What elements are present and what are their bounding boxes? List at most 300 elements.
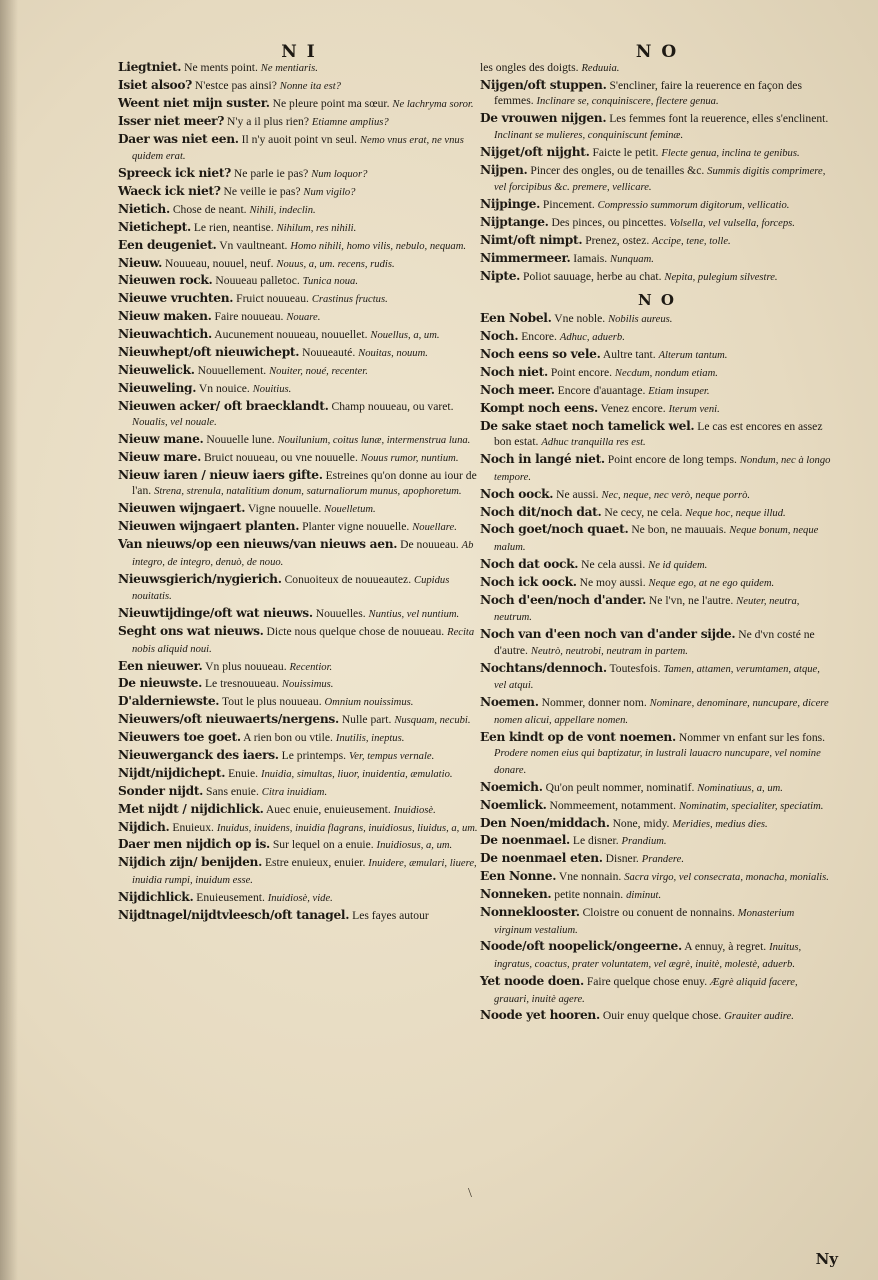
dictionary-entry <box>480 505 834 522</box>
headword: Noch dat oock. <box>480 556 579 571</box>
dictionary-entry <box>118 468 480 500</box>
dictionary-entry <box>480 111 834 143</box>
dictionary-entry <box>118 908 480 924</box>
french-definition: Nouuellement. <box>197 363 267 377</box>
headword: De noenmael. <box>480 833 570 848</box>
latin-equivalent: Inuidus, inuidens, inuidia flagrans, inuidiosus, liuidus, a, um. <box>216 822 478 834</box>
dictionary-entry <box>118 399 480 431</box>
dictionary-entry <box>118 519 480 536</box>
headword: Den Noen/middach. <box>480 815 610 830</box>
french-definition: Pincement. <box>542 198 595 212</box>
latin-equivalent: Etiam insuper. <box>648 385 710 397</box>
french-definition: Venez encore. <box>600 401 666 415</box>
french-definition: Aultre tant. <box>602 348 656 362</box>
left-entry-list <box>118 60 480 923</box>
headword: Een Nobel. <box>480 311 552 326</box>
french-definition: Ne cecy, ne cela. <box>604 505 683 519</box>
binding-gutter <box>0 0 18 1280</box>
dictionary-entry <box>118 78 480 95</box>
headword: Nieuwerganck des iaers. <box>118 747 279 762</box>
headword: Noch d'een/noch d'ander. <box>480 592 647 607</box>
french-definition: Nommer, donner nom. <box>541 696 647 710</box>
headword: Nieuwen rock. <box>118 273 213 288</box>
french-definition: N'estce pas ainsi? <box>194 78 277 92</box>
catchword: Ny <box>815 1250 838 1268</box>
dictionary-entry <box>480 487 834 504</box>
latin-equivalent: Noualis, vel nouale. <box>132 417 217 429</box>
french-definition: Faicte le petit. <box>592 145 659 159</box>
french-definition: Nouueau palletoc. <box>215 274 300 288</box>
latin-equivalent: Neque hoc, neque illud. <box>685 507 786 519</box>
dictionary-entry <box>480 887 834 904</box>
dictionary-entry <box>480 215 834 232</box>
latin-equivalent: Inuidiosè. <box>393 804 436 816</box>
dictionary-entry <box>480 365 834 382</box>
dictionary-entry <box>480 798 834 815</box>
french-definition: Ne parle ie pas? <box>233 167 309 181</box>
headword: De sake staet noch tamelick wel. <box>480 418 695 433</box>
french-definition: Vn vaultneant. <box>219 238 288 252</box>
latin-equivalent: Prodere nomen eius qui baptizatur, in lustrali lauacro nuncupare, vel nomine donare. <box>494 748 821 776</box>
latin-equivalent: Nuntius, vel nuntium. <box>368 609 460 621</box>
dictionary-entry <box>118 96 480 113</box>
headword: De vrouwen nijgen. <box>480 111 607 126</box>
french-definition: Dicte nous quelque chose de nouueau. <box>266 625 445 639</box>
french-definition: Nouueauté. <box>302 345 356 359</box>
latin-equivalent: Nouellus, a, um. <box>370 330 440 342</box>
headword: Noch niet. <box>480 365 548 380</box>
dictionary-entry <box>118 432 480 449</box>
headword: Noemich. <box>480 779 543 794</box>
french-definition: Auec enuie, enuieusement. <box>265 802 391 816</box>
latin-equivalent: Neque ego, at ne ego quidem. <box>648 577 775 589</box>
french-definition: Nulle part. <box>341 713 392 727</box>
french-definition: Champ nouueau, ou varet. <box>331 399 454 413</box>
right-entry-list <box>480 311 834 1025</box>
headword: Nimmermeer. <box>480 250 571 265</box>
dictionary-entry <box>118 220 480 237</box>
latin-equivalent: Iterum veni. <box>668 403 720 415</box>
french-definition: Des pinces, ou pincettes. <box>551 216 667 230</box>
dictionary-entry <box>118 606 480 623</box>
french-definition: Enuieusement. <box>196 890 265 904</box>
french-definition: Enuie. <box>228 766 259 780</box>
headword: Isiet alsoo? <box>118 77 193 92</box>
latin-equivalent: Recita nobis aliquid noui. <box>132 627 475 655</box>
latin-equivalent: Num loquor? <box>311 169 368 181</box>
headword: D'alderniewste. <box>118 694 220 709</box>
french-definition: Conuoiteux de nouueautez. <box>284 572 412 586</box>
dictionary-entry <box>480 974 834 1007</box>
dictionary-entry <box>480 780 834 797</box>
french-definition: Estre enuieux, enuier. <box>264 856 366 870</box>
french-definition: Nommer vn enfant sur les fons. <box>678 730 826 744</box>
dictionary-entry <box>118 837 480 854</box>
latin-equivalent: Nouus rumor, nuntium. <box>360 453 459 464</box>
headword: Nimt/oft nimpt. <box>480 233 583 248</box>
dictionary-entry <box>480 401 834 418</box>
french-definition: Vn plus nouueau. <box>205 659 287 673</box>
latin-equivalent: Tunica noua. <box>302 276 358 288</box>
headword: Nieuweling. <box>118 380 197 395</box>
latin-equivalent: Compressio summorum digitorum, vellicatio. <box>597 200 790 212</box>
dictionary-entry <box>480 347 834 364</box>
dictionary-entry <box>480 593 834 626</box>
dictionary-entry <box>118 238 480 255</box>
french-definition: Cloistre ou conuent de nonnains. <box>582 906 735 919</box>
headword: Noode yet hooren. <box>480 1008 600 1023</box>
latin-equivalent: Num vigilo? <box>303 186 356 198</box>
headword: Nieuw maken. <box>118 309 212 324</box>
latin-equivalent: Prandere. <box>641 854 684 866</box>
latin-equivalent: Meridies, medius dies. <box>672 818 768 830</box>
french-definition: Ne aussi. <box>556 487 599 501</box>
headword: Nieuwen acker/ oft braecklandt. <box>118 398 329 413</box>
latin-equivalent: Nondum, nec à longo tempore. <box>494 455 831 483</box>
french-definition: Iamais. <box>573 251 608 265</box>
printer-mark: \ <box>468 1186 472 1201</box>
dictionary-entry <box>480 197 834 214</box>
latin-equivalent: Strena, strenula, natalitium donum, saturnaliorum munus, apophoretum. <box>154 486 462 498</box>
dictionary-entry <box>118 291 480 308</box>
headword: Nijdich. <box>118 819 170 834</box>
dictionary-entry <box>480 816 834 833</box>
latin-equivalent: Inuitus, ingratus, coactus, prater voluntatem, vel ægrè, inuitè, molestè, aduerb. <box>494 942 802 971</box>
headword: Een kindt op de vont noemen. <box>480 729 676 744</box>
french-definition: Pincer des ongles, ou de tenailles &c. <box>530 163 705 177</box>
headword: Noch van d'een noch van d'ander sijde. <box>480 627 736 642</box>
latin-equivalent: Sacra virgo, vel consecrata, monacha, monialis. <box>624 872 829 884</box>
latin-equivalent: Inuidiosus, a, um. <box>376 840 453 852</box>
dictionary-entry <box>118 676 480 693</box>
headword: Nieuw. <box>118 255 163 270</box>
latin-equivalent: Ver, tempus vernale. <box>348 750 435 762</box>
french-definition: Nommeement, notamment. <box>549 798 677 812</box>
dictionary-entry <box>118 501 480 518</box>
headword: Nieuwtijdinge/oft wat nieuws. <box>118 606 313 621</box>
latin-equivalent: Inuidia, simultas, liuor, inuidentia, æmulatio. <box>260 768 453 780</box>
headword: Noch in langé niet. <box>480 452 605 467</box>
french-definition: Faire nouueau. <box>214 310 284 324</box>
left-column-header: N I <box>281 42 317 62</box>
french-definition: Ne pleure point ma sœur. <box>272 96 390 110</box>
dictionary-entry <box>480 627 834 659</box>
dictionary-entry <box>480 851 834 868</box>
dictionary-entry <box>118 363 480 380</box>
dictionary-entry <box>118 327 480 344</box>
latin-equivalent: Ne mentiaris. <box>260 63 318 74</box>
headword: Noemlick. <box>480 797 547 812</box>
dictionary-entry <box>118 132 480 165</box>
french-definition: Estreines qu'on donne au iour de l'an. <box>132 468 477 498</box>
dictionary-entry <box>480 383 834 400</box>
headword: Yet noode doen. <box>480 973 584 988</box>
headword: Noch ick oock. <box>480 574 577 589</box>
french-definition: Point encore. <box>550 366 613 380</box>
french-definition: Ouir enuy quelque chose. <box>602 1009 722 1023</box>
dictionary-entry <box>480 145 834 162</box>
dictionary-entry <box>480 329 834 346</box>
headword: Daer was niet een. <box>118 131 239 146</box>
headword: Nieuwen wijngaert. <box>118 501 246 516</box>
headword: Nijdichlick. <box>118 889 194 904</box>
latin-equivalent: Nouiter, noué, recenter. <box>269 365 368 377</box>
french-definition: Le printemps. <box>281 748 347 762</box>
headword: Noch meer. <box>480 382 555 397</box>
french-definition: A rien bon ou vtile. <box>243 731 333 745</box>
french-definition: Vigne nouuelle. <box>247 502 322 516</box>
latin-equivalent: Volsella, vel vulsella, forceps. <box>669 218 795 230</box>
french-definition: Encore d'auantage. <box>557 383 646 397</box>
latin-equivalent: Nouitius. <box>252 383 292 395</box>
latin-equivalent: Nouitas, nouum. <box>358 347 428 359</box>
dictionary-entry <box>480 1008 834 1025</box>
headword: Nonneken. <box>480 887 552 902</box>
french-definition: petite nonnain. <box>554 888 624 902</box>
latin-equivalent: Nihili, indeclin. <box>249 204 316 216</box>
headword: Nonneklooster. <box>480 905 580 919</box>
french-definition: Enuieux. <box>172 820 214 834</box>
french-definition: Toutesfois. <box>609 661 661 675</box>
latin-equivalent: Cupidus nouitatis. <box>132 574 450 603</box>
latin-equivalent: Alterum tantum. <box>658 350 728 362</box>
dictionary-entry <box>480 311 834 328</box>
french-definition: S'encliner, faire la reuerence en façon des femmes. <box>494 78 802 108</box>
dictionary-entry <box>118 766 480 783</box>
headword: Van nieuws/op een nieuws/van nieuws aen. <box>118 537 398 552</box>
headword: Weent niet mijn suster. <box>118 95 270 110</box>
headword: Noch goet/noch quaet. <box>480 522 629 537</box>
latin-equivalent: Prandium. <box>621 836 667 848</box>
headword: Waeck ick niet? <box>118 183 221 198</box>
french-definition: Ne d'vn costé ne d'autre. <box>494 628 815 657</box>
dictionary-entry <box>480 233 834 250</box>
right-column-header: N O <box>635 42 679 62</box>
headword: Noch dit/noch dat. <box>480 504 602 519</box>
headword: Een nieuwer. <box>118 658 203 673</box>
dictionary-entry <box>480 78 834 110</box>
latin-equivalent: Nemo vnus erat, ne vnus quidem erat. <box>132 134 464 163</box>
latin-equivalent: Reduuia. <box>581 63 620 74</box>
dictionary-entry <box>480 163 834 196</box>
headword: Nietich. <box>118 201 170 216</box>
headword: Nijget/oft nijght. <box>480 144 590 159</box>
latin-equivalent: Summis digitis comprimere, vel forcipibus &c. premere, vellicare. <box>494 165 826 194</box>
dictionary-entry <box>118 572 480 605</box>
latin-equivalent: Nusquam, necubi. <box>394 715 471 727</box>
french-definition: Les femmes font la reuerence, elles s'enclinent. <box>609 112 829 126</box>
dictionary-entry <box>118 802 480 819</box>
dictionary-entry <box>118 855 480 888</box>
dictionary-entry <box>118 730 480 747</box>
latin-equivalent: Ne lachryma soror. <box>392 98 474 110</box>
headword: Nieuw mane. <box>118 432 204 447</box>
latin-equivalent: diminut. <box>626 890 662 902</box>
dictionary-entry <box>480 269 834 286</box>
latin-equivalent: Flecte genua, inclina te genibus. <box>661 147 800 159</box>
headword: Nieuwsgierich/nygierich. <box>118 571 282 586</box>
dictionary-entry <box>118 345 480 362</box>
dictionary-entry <box>480 557 834 574</box>
headword: De nieuwste. <box>118 676 203 691</box>
headword: Noch oock. <box>480 486 554 501</box>
french-definition: Sur lequel on a enuie. <box>272 838 374 852</box>
latin-equivalent: Inuidere, æmulari, liuere, inuidia rumpi, inuidum esse. <box>132 858 477 886</box>
dictionary-entry <box>480 452 834 485</box>
latin-equivalent: Ab integro, de integro, denuò, de nouo. <box>132 540 474 568</box>
latin-equivalent: Neutrò, neutrobi, neutram in partem. <box>530 645 688 657</box>
headword: Een Nonne. <box>480 869 557 884</box>
headword: Sonder nijdt. <box>118 783 204 798</box>
french-definition: Aucunement nouueau, nouuellet. <box>214 328 368 342</box>
dictionary-entry <box>118 450 480 467</box>
latin-equivalent: Ne id quidem. <box>648 559 708 571</box>
right-entry-list-top <box>480 60 834 285</box>
latin-equivalent: Tamen, attamen, verumtamen, atque, vel atqui. <box>494 663 820 692</box>
french-definition: Vne nonnain. <box>558 870 622 884</box>
french-definition: Le rien, neantise. <box>193 220 274 234</box>
dictionary-entry <box>118 381 480 398</box>
dictionary-entry <box>118 273 480 290</box>
french-definition: None, midy. <box>612 816 670 830</box>
french-definition: Le cas est encores en assez bon estat. <box>494 419 823 449</box>
french-definition: Ne l'vn, ne l'autre. <box>648 593 734 607</box>
latin-equivalent: Nominare, denominare, nuncupare, dicere nomen alicui, appellare nomen. <box>494 698 829 726</box>
latin-equivalent: Neuter, neutra, neutrum. <box>494 595 800 624</box>
french-definition: Vn nouice. <box>198 381 250 395</box>
dictionary-entry <box>118 537 480 570</box>
headword: Noode/oft noopelick/ongeerne. <box>480 939 682 954</box>
latin-equivalent: Nonne ita est? <box>279 80 341 92</box>
dictionary-entry <box>118 184 480 201</box>
headword: Nijpen. <box>480 162 528 177</box>
headword: Nipte. <box>480 268 521 283</box>
dictionary-entry <box>480 60 834 77</box>
headword: Liegtniet. <box>118 60 182 74</box>
french-definition: Ne bon, ne mauuais. <box>631 523 727 537</box>
latin-equivalent: Nouus, a, um. recens, rudis. <box>276 258 395 270</box>
dictionary-entry <box>118 659 480 676</box>
latin-equivalent: Crastinus fructus. <box>311 294 388 306</box>
french-definition: Prenez, ostez. <box>585 234 650 248</box>
latin-equivalent: Homo nihili, homo vilis, nebulo, nequam. <box>290 240 467 252</box>
headword: Nieuwers toe goet. <box>118 730 241 745</box>
french-definition: N'y a il plus rien? <box>227 114 309 128</box>
french-definition: A ennuy, à regret. <box>684 940 767 954</box>
headword: De noenmael eten. <box>480 851 603 866</box>
latin-equivalent: Monasterium virginum vestalium. <box>494 908 795 936</box>
headword: Nijdich zijn/ benijden. <box>118 855 263 870</box>
latin-equivalent: Nec, neque, nec verò, neque porrò. <box>601 489 751 501</box>
dictionary-entry <box>118 748 480 765</box>
french-definition: Nouueau, nouuel, neuf. <box>165 256 274 270</box>
dictionary-entry <box>480 575 834 592</box>
french-definition: Poliot sauuage, herbe au chat. <box>523 269 662 283</box>
headword: Nieuwe vruchten. <box>118 291 234 306</box>
latin-equivalent: Grauiter audire. <box>724 1011 794 1023</box>
headword: Spreeck ick niet? <box>118 166 232 181</box>
dictionary-entry <box>118 256 480 273</box>
latin-equivalent: Neque bonum, neque malum. <box>494 525 819 554</box>
latin-equivalent: Inuidiosè, vide. <box>267 892 333 904</box>
headword: Een deugeniet. <box>118 237 217 252</box>
french-definition: Planter vigne nouuelle. <box>302 520 410 534</box>
french-definition: Ne ments point. <box>184 61 258 74</box>
dictionary-entry <box>118 309 480 326</box>
dictionary-entry <box>480 905 834 938</box>
headword: Nijdtnagel/nijdtvleesch/oft tanagel. <box>118 907 350 922</box>
dictionary-entry <box>480 522 834 555</box>
dictionary-entry <box>480 251 834 268</box>
headword: Isser niet meer? <box>118 113 225 128</box>
latin-equivalent: Nepita, pulegium silvestre. <box>664 271 778 283</box>
headword: Nijdt/nijdichept. <box>118 765 226 780</box>
headword: Nieuwhept/oft nieuwichept. <box>118 344 300 359</box>
latin-equivalent: Nominatim, specialiter, speciatim. <box>678 800 824 812</box>
latin-equivalent: Nobilis aureus. <box>608 314 673 326</box>
french-definition: Bruict nouueau, ou vne nouuelle. <box>203 451 358 464</box>
headword: Noch. <box>480 329 519 344</box>
latin-equivalent: Ægrè aliquid facere, grauari, inuitè agere. <box>494 976 798 1005</box>
latin-equivalent: Inutilis, ineptus. <box>335 733 405 745</box>
headword: Nochtans/dennoch. <box>480 660 607 675</box>
dictionary-entry <box>480 730 834 779</box>
dictionary-entry <box>480 869 834 886</box>
headword: Noemen. <box>480 695 539 710</box>
french-definition: Ne cela aussi. <box>581 557 646 571</box>
dictionary-entry <box>480 939 834 972</box>
latin-equivalent: Nouilunium, coitus lunæ, intermenstrua luna. <box>277 435 471 447</box>
headword: Nieuw iaren / nieuw iaers gifte. <box>118 467 323 482</box>
french-definition: Nouuelles. <box>315 607 366 621</box>
headword: Nieuwers/oft nieuwaerts/nergens. <box>118 712 339 727</box>
latin-equivalent: Nouelletum. <box>324 504 376 516</box>
latin-equivalent: Omnium nouissimus. <box>324 697 414 709</box>
headword: Nieuwelick. <box>118 362 195 377</box>
dictionary-entry <box>118 114 480 131</box>
dictionary-entry <box>118 890 480 907</box>
latin-equivalent: Adhuc, aduerb. <box>559 332 625 344</box>
latin-equivalent: Accipe, tene, tolle. <box>652 236 731 248</box>
french-definition: Il n'y auoit point vn seul. <box>241 132 358 146</box>
french-definition: Faire quelque chose enuy. <box>586 974 708 988</box>
headword: Kompt noch eens. <box>480 400 598 415</box>
latin-equivalent: Inclinare se, conquinisc‍ere, flectere genua. <box>536 96 719 108</box>
headword: Met nijdt / nijdichlick. <box>118 801 264 816</box>
french-definition: Qu'on peult nommer, nominatif. <box>545 780 695 794</box>
dictionary-entry <box>118 60 480 77</box>
dictionary-entry <box>118 166 480 183</box>
headword: Nieuwachtich. <box>118 327 212 342</box>
dictionary-entry <box>480 661 834 694</box>
french-definition: Le tresnouueau. <box>204 677 280 691</box>
french-definition: Le disner. <box>572 834 619 848</box>
headword: Nietichept. <box>118 219 191 234</box>
dictionary-entry <box>480 833 834 850</box>
latin-equivalent: Citra inuidiam. <box>261 786 328 798</box>
left-column <box>118 0 480 925</box>
headword: Daer men nijdich op is. <box>118 837 270 852</box>
french-definition: Tout le plus nouueau. <box>221 695 322 709</box>
latin-equivalent: Adhuc tranquilla res est. <box>541 437 646 449</box>
latin-equivalent: Recentior. <box>289 661 333 673</box>
dictionary-entry <box>480 419 834 451</box>
dictionary-entry <box>118 712 480 729</box>
french-definition: Encore. <box>521 330 557 344</box>
headword: Nijpinge. <box>480 197 541 212</box>
headword: Nieuw mare. <box>118 450 202 464</box>
latin-equivalent: Nihilum, res nihili. <box>276 222 357 234</box>
